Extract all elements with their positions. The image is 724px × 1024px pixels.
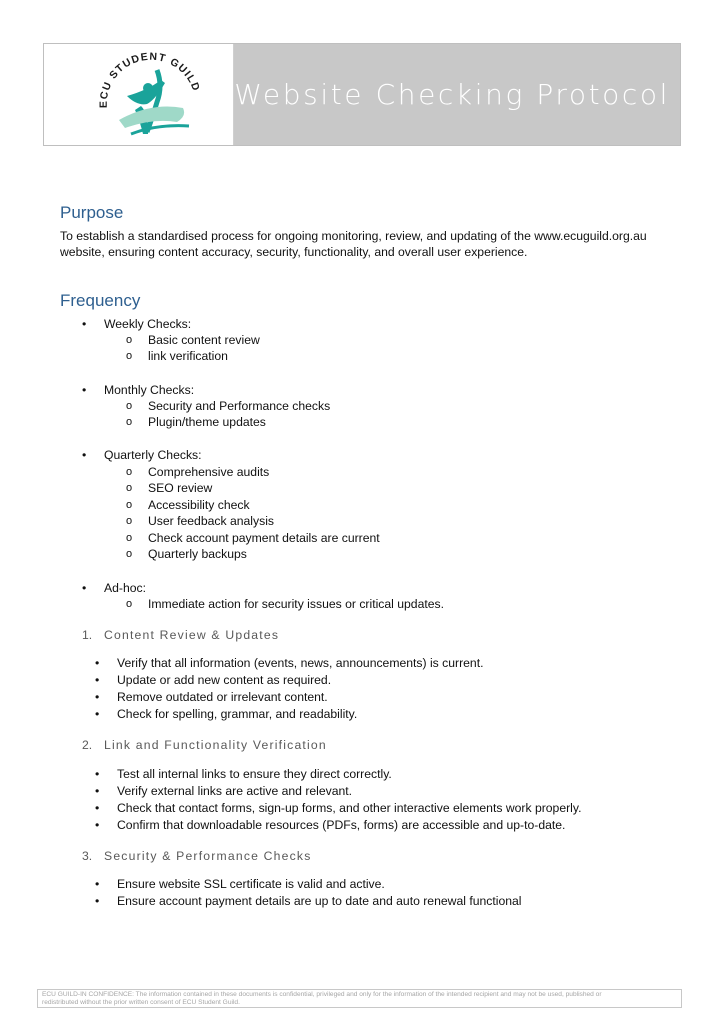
list-item: • Ensure account payment details are up to date and auto renewal functional — [117, 893, 522, 909]
section-number: 3. — [82, 849, 93, 863]
logo-text: ECU STUDENT GUILD — [97, 50, 203, 109]
footer-line-1: ECU GUILD-IN CONFIDENCE: The information contained in these documents is confidential, privileged and only for the information of the intended recipient and may not be used, published or — [42, 991, 602, 998]
list-item: • Update or add new content as required. — [117, 672, 331, 688]
list-item: • Verify that all information (events, news, announcements) is current. — [117, 655, 483, 671]
list-item: • Confirm that downloadable resources (PDFs, forms) are accessible and up-to-date. — [117, 817, 565, 833]
list-item: • Check for spelling, grammar, and readability. — [117, 706, 357, 722]
list-item: o Security and Performance checks — [148, 398, 330, 414]
list-item: • Ad-hoc: — [104, 580, 146, 596]
list-item: • Test all internal links to ensure they direct correctly. — [117, 766, 392, 782]
section-number: 1. — [82, 628, 93, 642]
purpose-line-1: To establish a standardised process for ongoing monitoring, review, and updating of the www.ecuguild.org.au — [60, 229, 647, 243]
purpose-heading: Purpose — [60, 203, 124, 222]
list-item: • Check that contact forms, sign-up forms, and other interactive elements work properly. — [117, 800, 581, 816]
section-title: Content Review & Updates — [104, 628, 280, 642]
list-item: • Quarterly Checks: — [104, 447, 202, 463]
list-item: o Accessibility check — [148, 497, 250, 513]
list-item: • Verify external links are active and relevant. — [117, 783, 352, 799]
document-header — [43, 43, 681, 146]
section-heading-3 — [82, 849, 312, 863]
section-heading-1 — [82, 628, 279, 642]
list-item: • Ensure website SSL certificate is valid and active. — [117, 876, 385, 892]
list-item: o SEO review — [148, 480, 212, 496]
confidentiality-footer — [37, 989, 682, 1008]
purpose-line-2: website, ensuring content accuracy, security, functionality, and overall user experience. — [60, 245, 528, 259]
logo-cell — [44, 44, 234, 145]
list-item: o Check account payment details are current — [148, 530, 380, 546]
list-item: o Comprehensive audits — [148, 464, 269, 480]
section-heading-2 — [82, 738, 327, 752]
list-item: o Immediate action for security issues or critical updates. — [148, 596, 444, 612]
section-title: Link and Functionality Verification — [104, 738, 327, 752]
section-number: 2. — [82, 738, 93, 752]
footer-line-2: redistributed without the prior written consent of ECU Student Guild. — [42, 999, 240, 1006]
section-title: Security & Performance Checks — [104, 849, 312, 863]
ecu-student-guild-logo — [91, 50, 213, 142]
list-item: • Weekly Checks: — [104, 316, 191, 332]
title-band — [234, 44, 680, 145]
document-title: Website Checking Protocol — [234, 78, 670, 111]
list-item: o User feedback analysis — [148, 513, 274, 529]
list-item: o Plugin/theme updates — [148, 414, 266, 430]
list-item: • Monthly Checks: — [104, 382, 194, 398]
frequency-heading: Frequency — [60, 291, 141, 310]
list-item: • Remove outdated or irrelevant content. — [117, 689, 328, 705]
list-item: o Quarterly backups — [148, 546, 247, 562]
list-item: o Basic content review — [148, 332, 260, 348]
list-item: o link verification — [148, 348, 228, 364]
